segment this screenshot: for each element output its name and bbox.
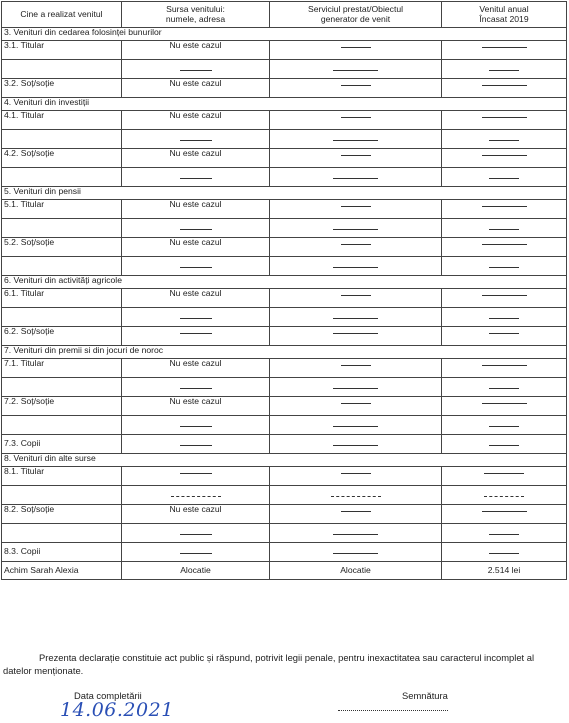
row-label: 5.1. Titular [2,200,122,219]
table-row [2,257,567,276]
blank-dash [333,388,378,389]
row-label [2,486,122,505]
amount-cell [442,397,567,416]
blank-dash [333,318,378,319]
section-title: 3. Venituri din cedarea folosinței bunurilor [2,28,567,41]
source-cell [122,543,270,562]
table-row [2,111,567,130]
table-row [2,130,567,149]
blank-dash [489,388,519,389]
service-cell [270,359,442,378]
service-cell [270,289,442,308]
blank-dash [489,534,519,535]
blank-dash [489,229,519,230]
service-cell [270,149,442,168]
row-label [2,257,122,276]
service-cell: Alocatie [270,562,442,580]
amount-cell [442,543,567,562]
service-cell [270,130,442,149]
row-label [2,308,122,327]
date-label: Data completării [74,690,142,701]
service-cell [270,467,442,486]
blank-dash [489,140,519,141]
amount-cell [442,435,567,454]
row-label [2,60,122,79]
declaration-note: Prezenta declarație constituie act public și răspund, potrivit legii penale, pentru inexactitatea sau caracterul incomplet al datelor menționate. [3,652,535,676]
row-label [2,378,122,397]
header-amount: Venitul anual Încasat 2019 [442,2,567,28]
table-row [2,486,567,505]
blank-dash [180,178,212,179]
service-cell [270,238,442,257]
source-cell: Nu este cazul [122,200,270,219]
row-label: 6.2. Soț/soție [2,327,122,346]
blank-dash [489,267,519,268]
row-label: 5.2. Soț/soție [2,238,122,257]
table-row [2,289,567,308]
source-cell: Alocatie [122,562,270,580]
blank-dash [482,295,527,296]
table-row [2,435,567,454]
table-row [2,219,567,238]
source-cell [122,416,270,435]
blank-dash [341,365,371,366]
row-label [2,524,122,543]
blank-dash [333,140,378,141]
row-label: 8.1. Titular [2,467,122,486]
blank-dash [180,426,212,427]
blank-dash [341,206,371,207]
source-cell: Nu este cazul [122,238,270,257]
source-cell: Nu este cazul [122,111,270,130]
section-row [2,187,567,200]
table-row [2,524,567,543]
service-cell [270,41,442,60]
service-cell [270,308,442,327]
row-label: 6.1. Titular [2,289,122,308]
source-cell [122,467,270,486]
source-cell [122,257,270,276]
source-cell [122,219,270,238]
header-who: Cine a realizat venitul [2,2,122,28]
amount-cell [442,41,567,60]
blank-dash [333,267,378,268]
section-title: 8. Venituri din alte surse [2,454,567,467]
service-cell [270,327,442,346]
service-cell [270,397,442,416]
source-cell [122,130,270,149]
row-label: 7.2. Soț/soție [2,397,122,416]
table-row [2,359,567,378]
blank-dash [341,244,371,245]
section-row [2,454,567,467]
blank-dash [341,117,371,118]
row-label: 8.3. Copii [2,543,122,562]
amount-cell [442,219,567,238]
blank-dash [180,534,212,535]
source-cell: Nu este cazul [122,41,270,60]
service-cell [270,378,442,397]
service-cell [270,79,442,98]
amount-cell [442,168,567,187]
amount-cell [442,467,567,486]
section-row [2,346,567,359]
row-label: 3.2. Soț/soție [2,79,122,98]
blank-dash [180,553,212,554]
amount-cell [442,524,567,543]
amount-cell [442,378,567,397]
table-row [2,505,567,524]
blank-dash [489,445,519,446]
service-cell [270,60,442,79]
blank-dash [489,178,519,179]
signature-line [338,710,448,711]
service-cell [270,257,442,276]
section-row [2,276,567,289]
row-label [2,219,122,238]
blank-dash [341,295,371,296]
blank-dash [482,244,527,245]
source-cell: Nu este cazul [122,359,270,378]
row-label: 7.3. Copii [2,435,122,454]
blank-dash [341,47,371,48]
amount-cell [442,60,567,79]
blank-dash [482,365,527,366]
table-row [2,41,567,60]
blank-dash [333,178,378,179]
table-row [2,60,567,79]
blank-dash [333,70,378,71]
blank-dash [180,70,212,71]
table-row [2,467,567,486]
blank-dash [482,511,527,512]
table-row [2,397,567,416]
income-table [1,1,567,580]
source-cell: Nu este cazul [122,397,270,416]
blank-dash [489,70,519,71]
source-cell: Nu este cazul [122,505,270,524]
blank-dash [180,388,212,389]
amount-cell [442,486,567,505]
row-label: 8.2. Soț/soție [2,505,122,524]
blank-dash [489,426,519,427]
blank-dash [341,155,371,156]
blank-dash [180,267,212,268]
table-header-row [2,2,567,28]
blank-dash [333,553,378,554]
row-label [2,130,122,149]
table-row [2,79,567,98]
table-row [2,562,567,580]
blank-dash [331,496,381,497]
amount-cell [442,416,567,435]
service-cell [270,200,442,219]
section-title: 5. Venituri din pensii [2,187,567,200]
source-cell: Nu este cazul [122,149,270,168]
source-cell [122,60,270,79]
blank-dash [180,229,212,230]
section-row [2,28,567,41]
source-cell [122,327,270,346]
blank-dash [482,155,527,156]
blank-dash [333,229,378,230]
table-row [2,543,567,562]
table-row [2,308,567,327]
blank-dash [333,445,378,446]
blank-dash [333,426,378,427]
row-label: Achim Sarah Alexia [2,562,122,580]
blank-dash [341,85,371,86]
blank-dash [489,553,519,554]
blank-dash [333,534,378,535]
amount-cell [442,130,567,149]
row-label: 4.2. Soț/soție [2,149,122,168]
table-row [2,168,567,187]
row-label: 3.1. Titular [2,41,122,60]
blank-dash [489,318,519,319]
blank-dash [180,445,212,446]
blank-dash [484,473,524,474]
source-cell [122,524,270,543]
amount-cell [442,200,567,219]
amount-cell [442,238,567,257]
source-cell [122,486,270,505]
source-cell [122,168,270,187]
blank-dash [180,318,212,319]
header-source: Sursa venitului: numele, adresa [122,2,270,28]
amount-cell [442,359,567,378]
header-service: Serviciul prestat/Obiectul generator de venit [270,2,442,28]
amount-cell [442,79,567,98]
blank-dash [482,403,527,404]
service-cell [270,168,442,187]
section-title: 6. Venituri din activități agricole [2,276,567,289]
row-label: 4.1. Titular [2,111,122,130]
source-cell [122,308,270,327]
blank-dash [482,47,527,48]
table-row [2,238,567,257]
signature-label: Semnătura [402,690,448,701]
blank-dash [341,473,371,474]
service-cell [270,524,442,543]
row-label [2,416,122,435]
source-cell: Nu este cazul [122,79,270,98]
blank-dash [341,511,371,512]
blank-dash [489,333,519,334]
table-row [2,149,567,168]
section-title: 4. Venituri din investiții [2,98,567,111]
amount-cell: 2.514 lei [442,562,567,580]
service-cell [270,111,442,130]
service-cell [270,486,442,505]
source-cell: Nu este cazul [122,289,270,308]
amount-cell [442,308,567,327]
handwritten-date: 14.06.2021 [60,699,174,721]
amount-cell [442,149,567,168]
source-cell [122,435,270,454]
blank-dash [482,206,527,207]
table-row [2,378,567,397]
amount-cell [442,327,567,346]
amount-cell [442,111,567,130]
amount-cell [442,289,567,308]
blank-dash [484,496,524,497]
row-label [2,168,122,187]
blank-dash [333,333,378,334]
blank-dash [180,473,212,474]
section-title: 7. Venituri din premii si din jocuri de noroc [2,346,567,359]
source-cell [122,378,270,397]
service-cell [270,543,442,562]
table-row [2,200,567,219]
amount-cell [442,257,567,276]
service-cell [270,219,442,238]
blank-dash [180,140,212,141]
blank-dash [341,403,371,404]
service-cell [270,435,442,454]
table-row [2,327,567,346]
blank-dash [171,496,221,497]
table-row [2,416,567,435]
blank-dash [482,85,527,86]
blank-dash [482,117,527,118]
service-cell [270,416,442,435]
row-label: 7.1. Titular [2,359,122,378]
service-cell [270,505,442,524]
amount-cell [442,505,567,524]
blank-dash [180,333,212,334]
section-row [2,98,567,111]
